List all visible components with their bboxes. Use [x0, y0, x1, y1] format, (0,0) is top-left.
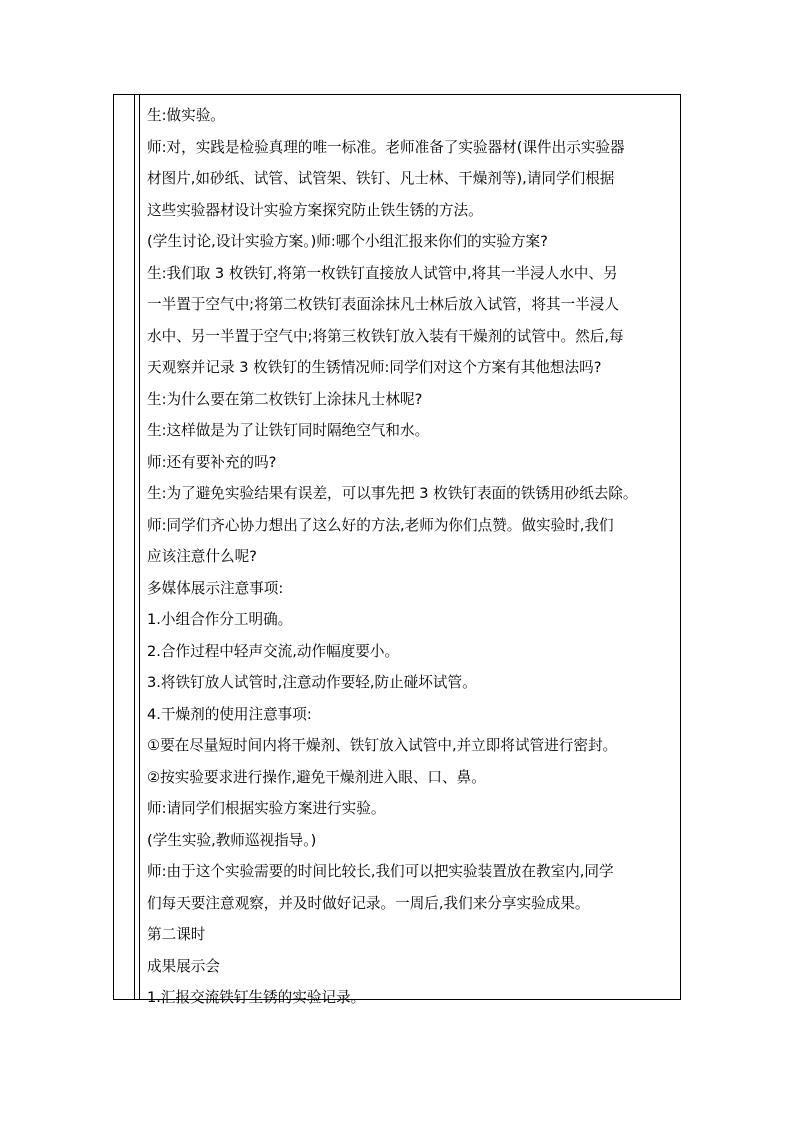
text-line: 们每天要注意观察，并及时做好记录。一周后,我们来分享实验成果。: [147, 894, 590, 912]
text-line: 4.干燥剂的使用注意事项:: [147, 705, 312, 723]
column-divider: [134, 95, 135, 999]
text-line: 师:还有要补充的吗?: [147, 453, 277, 471]
text-line: 第二课时: [147, 926, 206, 943]
lesson-content-cell: [147, 100, 672, 1014]
text-line: 生:我们取 3 枚铁钉,将第一枚铁钉直接放人试管中,将其一半浸人水中、另: [147, 264, 618, 282]
text-line: 生:做实验。: [147, 107, 225, 124]
text-line: (学生实验,教师巡视指导。): [147, 831, 317, 849]
text-line: 天观察并记录 3 枚铁钉的生锈情况师:同学们对这个方案有其他想法吗?: [147, 359, 602, 376]
text-line: 材图片,如砂纸、试管、试管架、铁钉、凡士林、干燥剂等),请同学们根据: [147, 170, 615, 187]
lesson-table: [113, 94, 681, 1006]
text-line: 成果展示会: [147, 957, 220, 975]
text-line: 2.合作过程中轻声交流,动作幅度要小。: [147, 642, 400, 660]
text-line: 应该注意什么呢?: [147, 548, 257, 565]
text-line: 生:为什么要在第二枚铁钉上涂抹凡士林呢?: [147, 390, 423, 408]
text-line: 1.汇报交流铁钉生锈的实验记录。: [147, 989, 366, 1006]
text-line: 师:请同学们根据实验方案进行实验。: [147, 800, 386, 817]
text-line: 水中、另一半置于空气中;将第三枚铁钉放入装有干燥剂的试管中。然后,每: [147, 327, 624, 345]
text-line: 3.将铁钉放人试管时,注意动作要轻,防止碰坏试管。: [147, 674, 477, 691]
column-divider: [139, 95, 140, 999]
text-line: 1.小组合作分工明确。: [147, 611, 293, 628]
text-line: 多媒体展示注意事项:: [147, 579, 284, 597]
text-line: 生:为了避免实验结果有误差，可以事先把 3 枚铁钉表面的铁锈用砂纸去除。: [147, 485, 638, 502]
text-line: 生:这样做是为了让铁钉同时隔绝空气和水。: [147, 422, 430, 439]
text-line: 这些实验器材设计实验方案探究防止铁生锈的方法。: [147, 201, 483, 219]
text-line: ②按实验要求进行操作,避免干燥剂进入眼、口、鼻。: [147, 768, 486, 786]
text-line: (学生讨论,设计实验方案。)师:哪个小组汇报来你们的实验方案?: [147, 233, 548, 250]
text-line: ①要在尽量短时间内将干燥剂、铁钉放入试管中,并立即将试管进行密封。: [147, 737, 618, 754]
text-line: 师:由于这个实验需要的时间比较长,我们可以把实验装置放在教室内,同学: [147, 863, 614, 880]
text-line: 师:同学们齐心协力想出了这么好的方法,老师为你们点赞。做实验时,我们: [147, 516, 614, 534]
text-line: 师:对，实践是检验真理的唯一标准。老师准备了实验器材(课件出示实验器: [147, 138, 625, 156]
text-line: 一半置于空气中;将第二枚铁钉表面涂抹凡士林后放入试管，将其一半浸人: [147, 296, 619, 313]
